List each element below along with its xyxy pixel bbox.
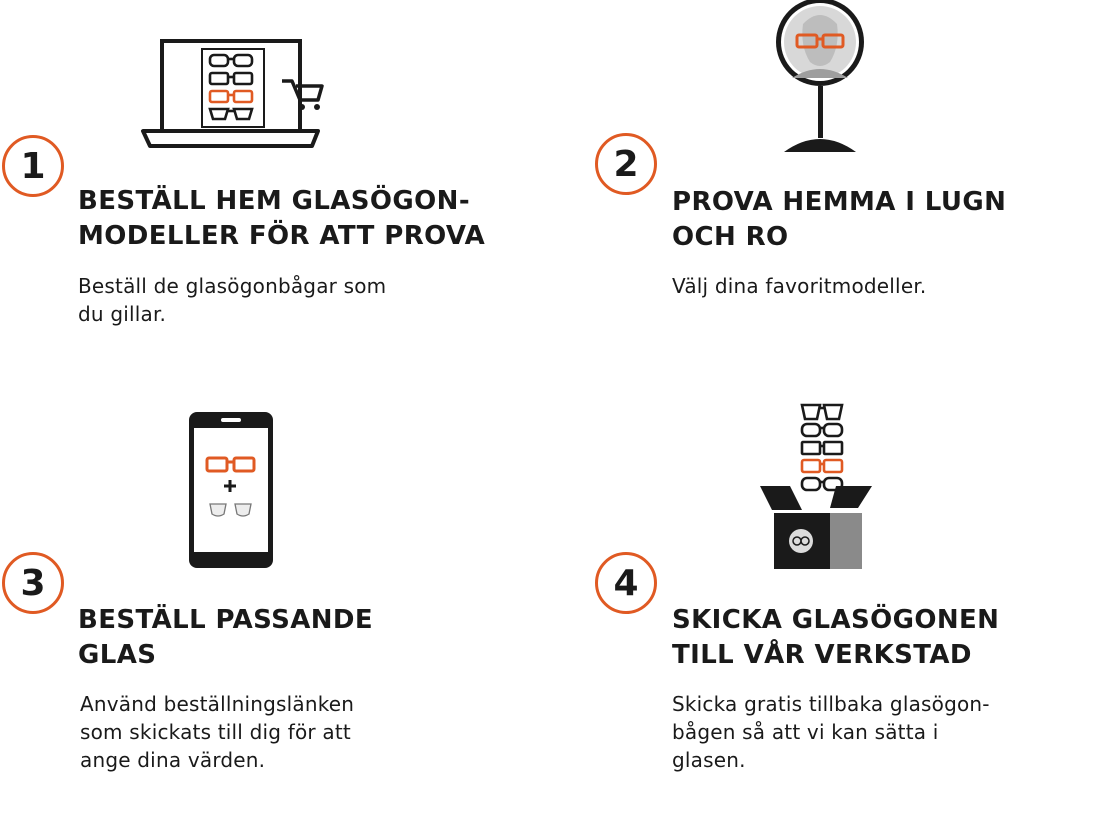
step-title: SKICKA GLASÖGONEN TILL VÅR VERKSTAD <box>672 605 1000 670</box>
step-number-badge: 3 <box>2 552 64 614</box>
phone-glasses-icon <box>188 411 276 571</box>
box-glasses-icon <box>760 400 876 572</box>
step-description: Skicka gratis tillbaka glasögon- bågen så att vi kan sätta i glasen. <box>672 692 990 772</box>
step-title: BESTÄLL HEM GLASÖGON- MODELLER FÖR ATT PROVA <box>78 186 486 251</box>
step-description: Beställ de glasögonbågar som du gillar. <box>78 274 387 326</box>
step-description: Välj dina favoritmodeller. <box>672 274 927 298</box>
laptop-cart-icon <box>140 38 330 153</box>
mirror-icon <box>770 0 874 152</box>
step-title: PROVA HEMMA I LUGN OCH RO <box>672 187 1007 252</box>
step-number-badge: 2 <box>595 133 657 195</box>
step-title: BESTÄLL PASSANDE GLAS <box>78 605 374 670</box>
step-number-badge: 4 <box>595 552 657 614</box>
step-number-badge: 1 <box>2 135 64 197</box>
step-description: Använd beställningslänken som skickats till dig för att ange dina värden. <box>80 692 355 772</box>
